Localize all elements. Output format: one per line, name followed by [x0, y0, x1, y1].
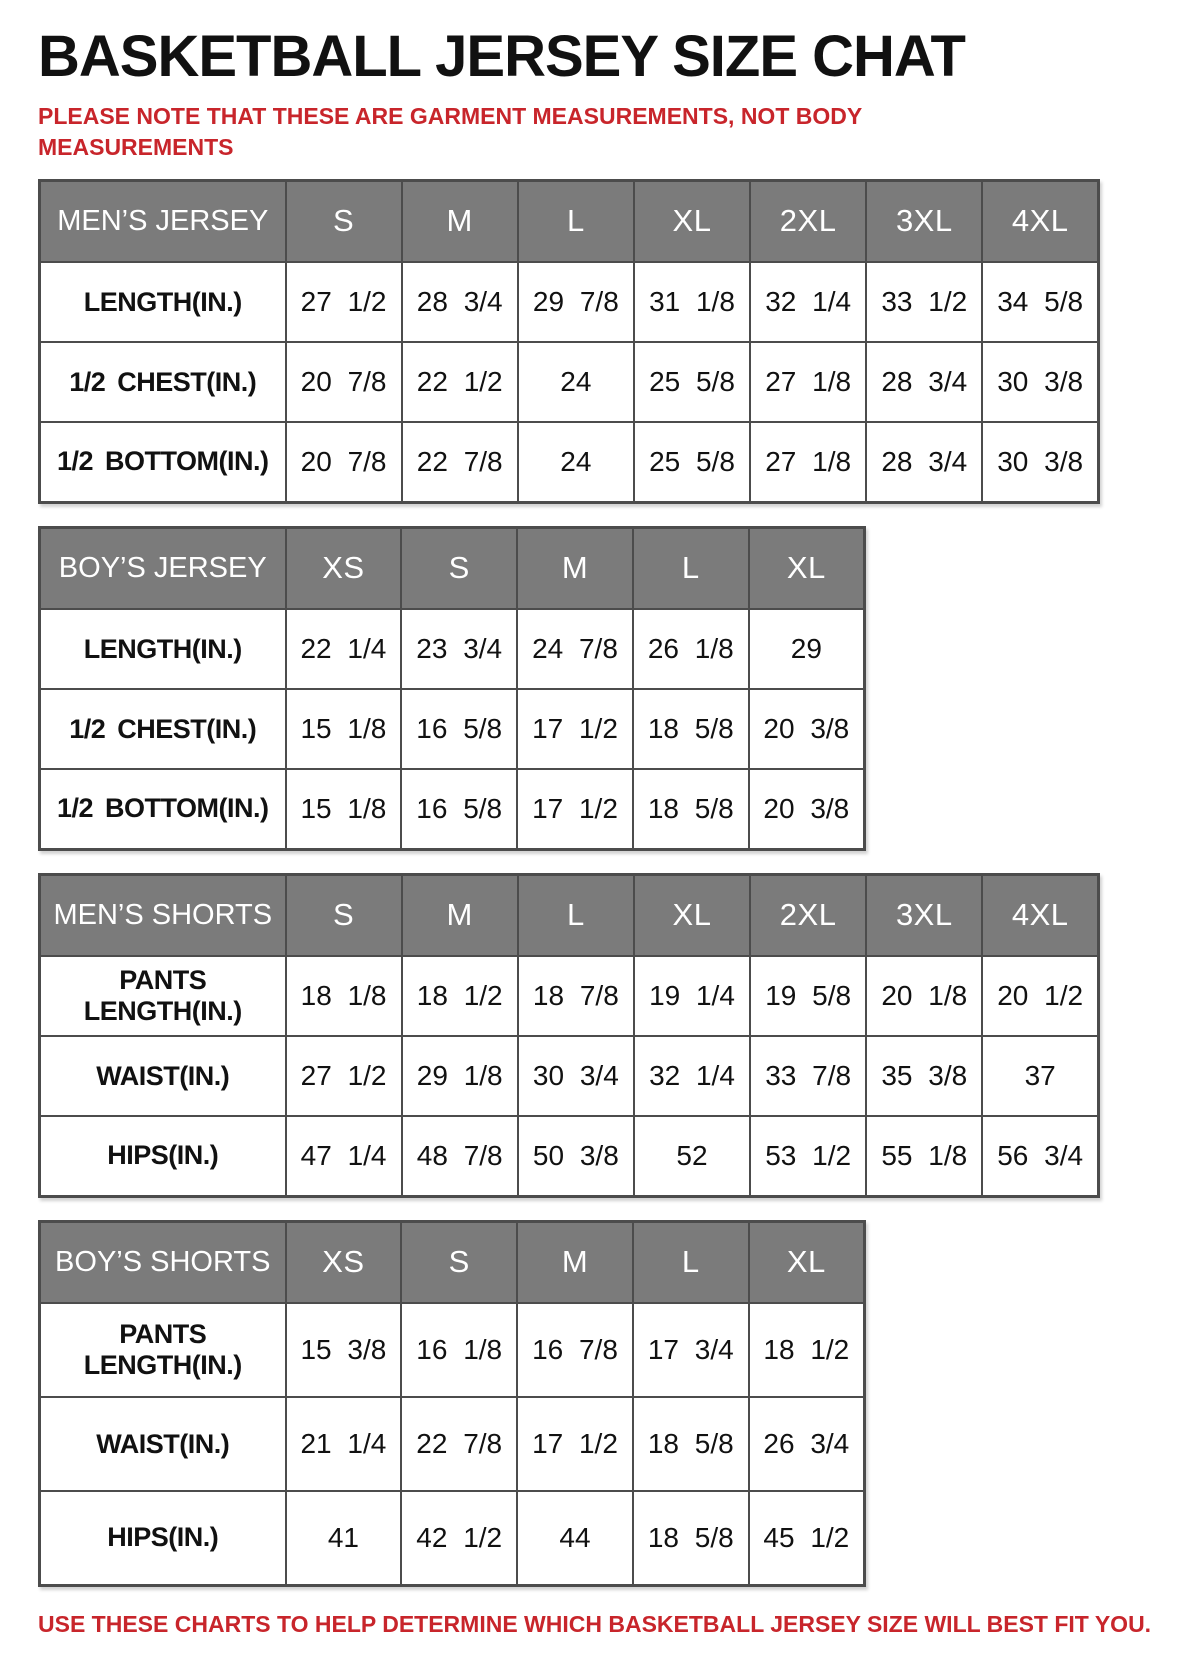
- size-value: 30 3/8: [982, 342, 1098, 422]
- table-title-boys-jersey: BOY’S JERSEY: [40, 527, 286, 609]
- mens-jersey-table: [38, 179, 1100, 504]
- column-header-2xl: 2XL: [750, 874, 866, 956]
- size-value: 53 1/2: [750, 1116, 866, 1196]
- size-value: 16 5/8: [401, 689, 517, 769]
- header-row: [40, 1221, 865, 1303]
- row-label-half-chest: 1/2 CHEST(IN.): [40, 342, 286, 422]
- table-title-mens-shorts: MEN’S SHORTS: [40, 874, 286, 956]
- row-label-waist: WAIST(IN.): [40, 1036, 286, 1116]
- size-value: 15 1/8: [286, 769, 402, 849]
- size-value: 16 1/8: [401, 1303, 517, 1397]
- size-value: 29 7/8: [518, 262, 634, 342]
- size-value: 32 1/4: [750, 262, 866, 342]
- size-value: 15 1/8: [286, 689, 402, 769]
- size-value: 24: [518, 422, 634, 502]
- column-header-s: S: [286, 180, 402, 262]
- column-header-l: L: [518, 874, 634, 956]
- size-value: 26 3/4: [749, 1397, 865, 1491]
- column-header-m: M: [517, 527, 633, 609]
- size-value: 27 1/8: [750, 422, 866, 502]
- size-value: 19 1/4: [634, 956, 750, 1036]
- size-value: 25 5/8: [634, 422, 750, 502]
- column-header-3xl: 3XL: [866, 874, 982, 956]
- size-value: 18 1/2: [402, 956, 518, 1036]
- row-label-length: LENGTH(IN.): [40, 262, 286, 342]
- size-value: 56 3/4: [982, 1116, 1098, 1196]
- page-title: BASKETBALL JERSEY SIZE CHAT: [38, 24, 965, 89]
- size-value: 18 1/8: [286, 956, 402, 1036]
- size-value: 18 5/8: [633, 1491, 749, 1585]
- size-value: 33 1/2: [866, 262, 982, 342]
- size-value: 23 3/4: [401, 609, 517, 689]
- column-header-l: L: [633, 527, 749, 609]
- size-value: 20 1/2: [982, 956, 1098, 1036]
- size-value: 28 3/4: [402, 262, 518, 342]
- column-header-l: L: [633, 1221, 749, 1303]
- size-value: 24 7/8: [517, 609, 633, 689]
- size-value: 27 1/2: [286, 1036, 402, 1116]
- best-fit-note: USE THESE CHARTS TO HELP DETERMINE WHICH BASKETBALL JERSEY SIZE WILL BEST FIT YOU.: [38, 1610, 1152, 1637]
- table-row: [40, 1397, 865, 1491]
- size-value: 15 3/8: [286, 1303, 402, 1397]
- size-value: 41: [286, 1491, 402, 1585]
- size-value: 31 1/8: [634, 262, 750, 342]
- row-label-hips: HIPS(IN.): [40, 1491, 286, 1585]
- table-row: [40, 422, 1099, 502]
- size-value: 19 5/8: [750, 956, 866, 1036]
- size-value: 28 3/4: [866, 422, 982, 502]
- row-label-length: LENGTH(IN.): [40, 609, 286, 689]
- size-value: 16 5/8: [401, 769, 517, 849]
- table-row: [40, 1303, 865, 1397]
- size-value: 21 1/4: [286, 1397, 402, 1491]
- size-value: 22 7/8: [401, 1397, 517, 1491]
- column-header-xl: XL: [634, 180, 750, 262]
- table-title-mens-jersey: MEN’S JERSEY: [40, 180, 286, 262]
- row-label-pants-length: PANTS LENGTH(IN.): [40, 1303, 286, 1397]
- size-value: 17 1/2: [517, 1397, 633, 1491]
- size-value: 18 5/8: [633, 689, 749, 769]
- column-header-s: S: [401, 1221, 517, 1303]
- size-value: 30 3/8: [982, 422, 1098, 502]
- size-value: 33 7/8: [750, 1036, 866, 1116]
- size-value: 22 1/2: [402, 342, 518, 422]
- size-value: 18 5/8: [633, 769, 749, 849]
- size-value: 17 1/2: [517, 689, 633, 769]
- table-row: [40, 609, 865, 689]
- size-value: 25 5/8: [634, 342, 750, 422]
- row-label-hips: HIPS(IN.): [40, 1116, 286, 1196]
- size-value: 55 1/8: [866, 1116, 982, 1196]
- column-header-xs: XS: [286, 1221, 402, 1303]
- column-header-3xl: 3XL: [866, 180, 982, 262]
- boys-jersey-table: [38, 526, 866, 851]
- table-row: [40, 769, 865, 849]
- header-row: [40, 180, 1099, 262]
- size-value: 16 7/8: [517, 1303, 633, 1397]
- column-header-s: S: [401, 527, 517, 609]
- size-value: 28 3/4: [866, 342, 982, 422]
- size-value: 18 7/8: [518, 956, 634, 1036]
- table-row: [40, 1491, 865, 1585]
- column-header-m: M: [402, 874, 518, 956]
- size-value: 18 5/8: [633, 1397, 749, 1491]
- size-value: 52: [634, 1116, 750, 1196]
- size-value: 45 1/2: [749, 1491, 865, 1585]
- column-header-xs: XS: [286, 527, 402, 609]
- size-value: 22 7/8: [402, 422, 518, 502]
- size-value: 37: [982, 1036, 1098, 1116]
- column-header-4xl: 4XL: [982, 180, 1098, 262]
- size-value: 47 1/4: [286, 1116, 402, 1196]
- size-value: 29: [749, 609, 865, 689]
- column-header-l: L: [518, 180, 634, 262]
- column-header-m: M: [517, 1221, 633, 1303]
- column-header-xl: XL: [749, 1221, 865, 1303]
- table-row: [40, 1036, 1099, 1116]
- size-value: 29 1/8: [402, 1036, 518, 1116]
- boys-shorts-table: [38, 1220, 866, 1587]
- size-value: 20 3/8: [749, 689, 865, 769]
- size-value: 34 5/8: [982, 262, 1098, 342]
- size-value: 20 7/8: [286, 342, 402, 422]
- size-value: 22 1/4: [286, 609, 402, 689]
- table-row: [40, 262, 1099, 342]
- column-header-m: M: [402, 180, 518, 262]
- row-label-waist: WAIST(IN.): [40, 1397, 286, 1491]
- table-row: [40, 956, 1099, 1036]
- table-row: [40, 689, 865, 769]
- size-value: 26 1/8: [633, 609, 749, 689]
- column-header-s: S: [286, 874, 402, 956]
- size-value: 20 1/8: [866, 956, 982, 1036]
- column-header-xl: XL: [634, 874, 750, 956]
- row-label-half-bottom: 1/2 BOTTOM(IN.): [40, 769, 286, 849]
- size-value: 27 1/2: [286, 262, 402, 342]
- header-row: [40, 527, 865, 609]
- column-header-xl: XL: [749, 527, 865, 609]
- size-value: 50 3/8: [518, 1116, 634, 1196]
- size-value: 17 3/4: [633, 1303, 749, 1397]
- size-value: 48 7/8: [402, 1116, 518, 1196]
- table-row: [40, 1116, 1099, 1196]
- size-value: 30 3/4: [518, 1036, 634, 1116]
- header-row: [40, 874, 1099, 956]
- size-value: 18 1/2: [749, 1303, 865, 1397]
- row-label-half-bottom: 1/2 BOTTOM(IN.): [40, 422, 286, 502]
- column-header-4xl: 4XL: [982, 874, 1098, 956]
- column-header-2xl: 2XL: [750, 180, 866, 262]
- table-title-boys-shorts: BOY’S SHORTS: [40, 1221, 286, 1303]
- size-value: 24: [518, 342, 634, 422]
- size-value: 20 3/8: [749, 769, 865, 849]
- size-value: 35 3/8: [866, 1036, 982, 1116]
- table-row: [40, 342, 1099, 422]
- size-value: 17 1/2: [517, 769, 633, 849]
- size-value: 20 7/8: [286, 422, 402, 502]
- size-value: 27 1/8: [750, 342, 866, 422]
- row-label-half-chest: 1/2 CHEST(IN.): [40, 689, 286, 769]
- size-value: 32 1/4: [634, 1036, 750, 1116]
- mens-shorts-table: [38, 873, 1100, 1198]
- size-value: 42 1/2: [401, 1491, 517, 1585]
- row-label-pants-length: PANTS LENGTH(IN.): [40, 956, 286, 1036]
- size-value: 44: [517, 1491, 633, 1585]
- garment-measurement-note: PLEASE NOTE THAT THESE ARE GARMENT MEASUREMENTS, NOT BODY MEASUREMENTS: [38, 102, 862, 160]
